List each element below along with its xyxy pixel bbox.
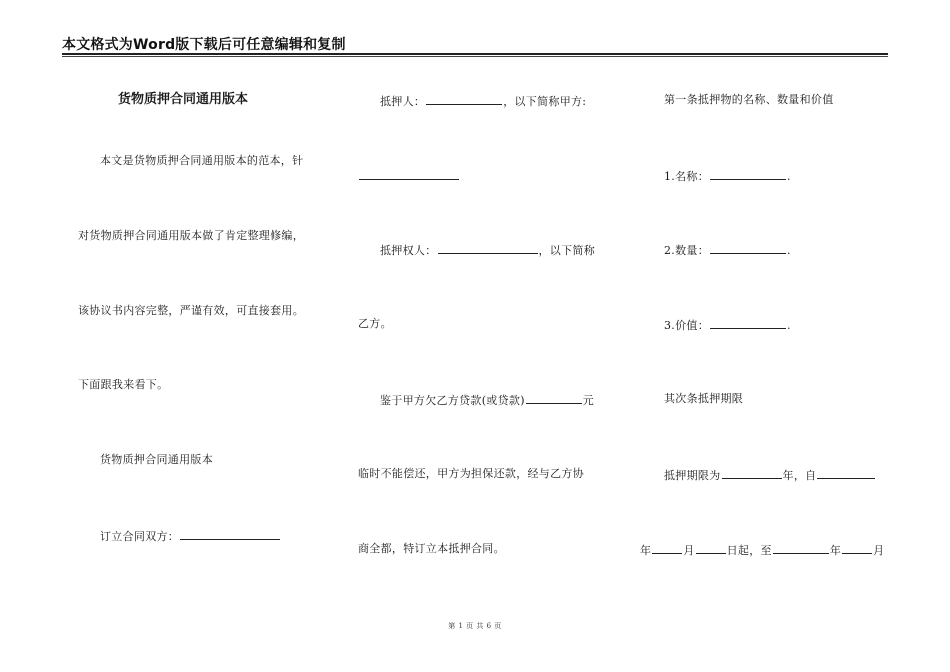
page-footer: 第 1 页 共 6 页 [448, 622, 502, 630]
item-value-end: . [787, 319, 791, 332]
contract-subtitle: 货物质押合同通用版本 [100, 453, 213, 466]
pledgor-blank [426, 93, 502, 105]
parties-blank [180, 528, 280, 540]
item-qty-blank [710, 242, 786, 254]
intro-line-1: 本文是货物质押合同通用版本的范本，针 [100, 154, 304, 167]
pledgee-party: 乙方。 [358, 317, 392, 330]
article-1-heading: 第一条抵押物的名称、数量和价值 [664, 93, 834, 106]
pledgee-tail: ，以下简称 [538, 244, 595, 257]
start-month-blank [652, 542, 682, 554]
pledgee-line [380, 242, 595, 258]
intro-line-4: 下面跟我来看下。 [78, 378, 169, 391]
parties-line [100, 528, 281, 544]
pledgor-tail: ，以下简称甲方: [503, 95, 587, 108]
end-year-unit: 年 [829, 544, 842, 557]
pledgor-continue-line [358, 168, 460, 184]
agreement-line: 商全都，特订立本抵押合同。 [358, 542, 505, 555]
start-year-unit: 年 [640, 544, 652, 557]
period-label: 抵押期限为 [664, 469, 721, 482]
loan-amount-blank [526, 392, 582, 404]
period-years-blank [722, 467, 782, 479]
period-year-unit: 年 [782, 469, 794, 482]
end-year-blank [773, 542, 829, 554]
loan-line [380, 392, 594, 408]
pledgee-blank [438, 242, 538, 254]
intro-line-3: 该协议书内容完整，严谨有效，可直接套用。 [78, 304, 304, 317]
item-qty-label: 2.数量： [664, 244, 709, 257]
header-rule-thin [62, 56, 888, 57]
item-value-label: 3.价值： [664, 319, 709, 332]
item-name-line [664, 168, 791, 184]
period-from: ，自 [793, 469, 817, 482]
loan-unit: 元 [582, 394, 595, 407]
doc-title: 货物质押合同通用版本 [118, 92, 249, 107]
pledgor-label: 抵押人： [380, 95, 426, 108]
item-qty-end: . [787, 244, 791, 257]
item-qty-line [664, 242, 791, 258]
start-day-blank [696, 542, 726, 554]
start-month-unit: 月 [683, 544, 695, 557]
document-header: 本文格式为Word版下载后可任意编辑和复制 [62, 37, 346, 53]
repay-line: 临时不能偿还，甲方为担保还款，经与乙方协 [358, 467, 584, 480]
item-value-line [664, 317, 791, 333]
period-line [664, 467, 876, 483]
item-name-label: 1.名称： [664, 170, 709, 183]
header-rule-thick [62, 53, 888, 55]
end-month-blank [842, 542, 872, 554]
article-2-heading: 其次条抵押期限 [664, 392, 744, 405]
pledgor-address-blank [359, 168, 459, 180]
item-value-blank [710, 317, 786, 329]
start-day-text: 日起，至 [726, 544, 772, 557]
pledgee-label: 抵押权人： [380, 244, 437, 257]
end-month-unit: 月 [873, 544, 885, 557]
period-dates-line [640, 542, 884, 558]
pledgor-line [380, 93, 586, 109]
period-start-year-blank [817, 467, 875, 479]
parties-label: 订立合同双方： [100, 530, 180, 543]
item-name-end: . [787, 170, 791, 183]
intro-line-2: 对货物质押合同通用版本做了肯定整理修编， [78, 229, 304, 242]
loan-text: 鉴于甲方欠乙方贷款(或贷款) [380, 394, 525, 407]
item-name-blank [710, 168, 786, 180]
